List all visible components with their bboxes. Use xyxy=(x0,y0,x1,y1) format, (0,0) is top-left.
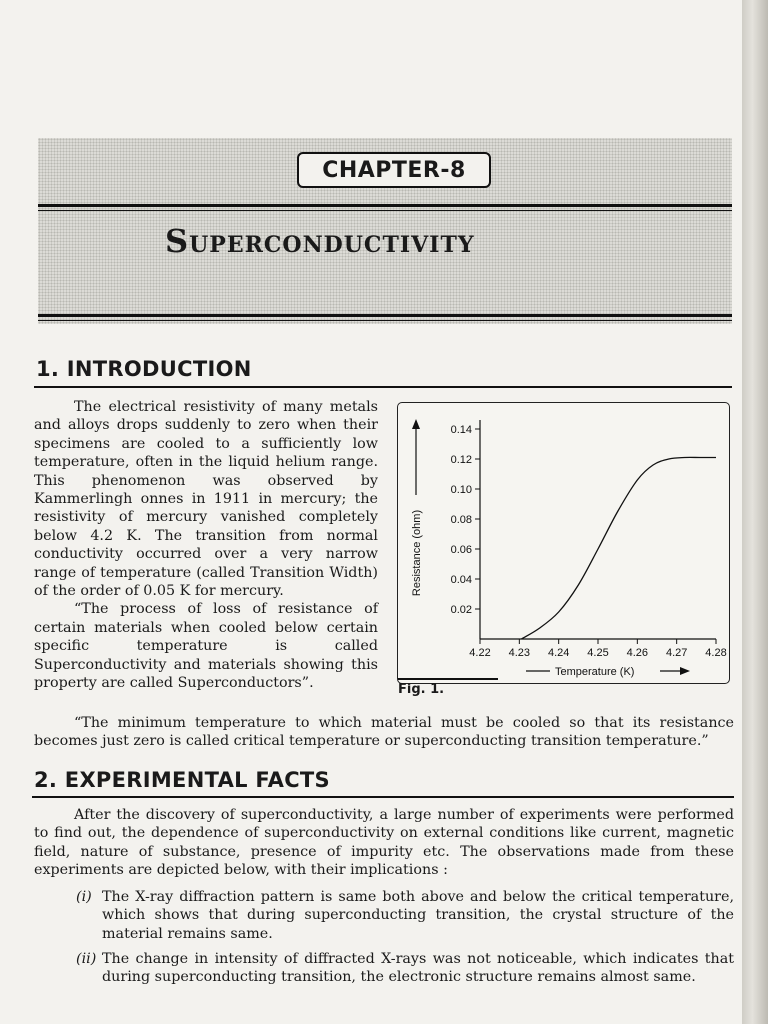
y-tick-label: 0.06 xyxy=(450,544,472,556)
resistance-curve xyxy=(521,457,716,639)
section-heading-experimental-facts: 2. EXPERIMENTAL FACTS xyxy=(34,768,330,792)
section-rule-introduction xyxy=(34,386,732,388)
x-tick-label: 4.26 xyxy=(626,647,649,659)
figure-caption: Fig. 1. xyxy=(398,682,445,697)
y-tick-label: 0.10 xyxy=(450,484,472,496)
x-tick-label: 4.25 xyxy=(587,647,609,659)
chapter-label-box xyxy=(297,152,491,188)
x-tick-label: 4.23 xyxy=(508,647,531,659)
chapter-label: CHAPTER-8 xyxy=(322,157,466,183)
header-rule-bottom-thin xyxy=(38,320,732,321)
y-tick-label: 0.08 xyxy=(450,514,472,526)
experimental-paragraph-1: After the discovery of superconductivity, a large number of experiments were performed to find out, the dependence of superconductivity on external conditions like current, magnetic field, nature of substance, presence of impurity etc. The observations made from these experiments are depicted below, with their implications : xyxy=(34,807,734,879)
y-tick-label: 0.02 xyxy=(450,604,472,616)
list-item-text: The X-ray diffraction pattern is same both above and below the critical temperature, which shows that during superconducting transition, the crystal structure of the material remains same. xyxy=(102,889,734,942)
resistance-temperature-chart xyxy=(398,403,728,682)
header-rule-top xyxy=(38,204,732,207)
figure-caption-rule xyxy=(398,678,498,680)
y-tick-label: 0.04 xyxy=(450,574,472,586)
list-item-text: The change in intensity of diffracted X-rays was not noticeable, which indicates that during superconducting transition, the electronic structure remains almost same. xyxy=(102,951,734,986)
list-item-number: (ii) xyxy=(76,951,97,967)
section-heading-introduction: 1. INTRODUCTION xyxy=(36,357,252,381)
list-item-number: (i) xyxy=(76,889,92,905)
chapter-title: Superconductivity xyxy=(165,222,475,260)
list-item xyxy=(76,888,734,948)
x-tick-label: 4.24 xyxy=(547,647,570,659)
intro-paragraph-1: The electrical resistivity of many metals and alloys drops suddenly to zero when their specimens are cooled to a sufficiently low temperature, often in the liquid helium range. This phenomenon was observed by Kammerlingh onnes in 1911 in mercury; the resistivity of mercury vanished completely below 4.2 K. The transition from normal conductivity occurred over a very narrow range of temperature (called Transition Width) of the order of 0.05 K for mercury. xyxy=(34,399,378,600)
y-tick-label: 0.14 xyxy=(450,424,472,436)
list-item xyxy=(76,950,734,994)
x-tick-label: 4.27 xyxy=(665,647,688,659)
y-axis-label: Resistance (ohm) xyxy=(411,509,423,597)
figure-frame xyxy=(397,402,730,684)
intro-paragraph-2: “The process of loss of resistance of certain materials when cooled below certain specific temperature is called Superconductivity and materials showing this property are called Superconductors”. xyxy=(34,601,378,692)
x-tick-label: 4.28 xyxy=(705,647,727,659)
x-axis-label-arrowhead xyxy=(680,667,690,675)
intro-paragraph-3: “The minimum temperature to which material must be cooled so that its resistance becomes just zero is called critical temperature or superconducting transition temperature.” xyxy=(34,715,734,750)
x-tick-label: 4.22 xyxy=(469,647,491,659)
section-rule-experimental-facts xyxy=(32,796,734,798)
page-edge xyxy=(742,0,768,1024)
header-rule-top-thin xyxy=(38,210,732,211)
x-axis-label: Temperature (K) xyxy=(555,666,635,678)
y-tick-label: 0.12 xyxy=(450,454,472,466)
header-rule-bottom xyxy=(38,314,732,317)
y-axis-label-arrowhead xyxy=(412,419,420,429)
intro-text-column xyxy=(34,398,378,693)
